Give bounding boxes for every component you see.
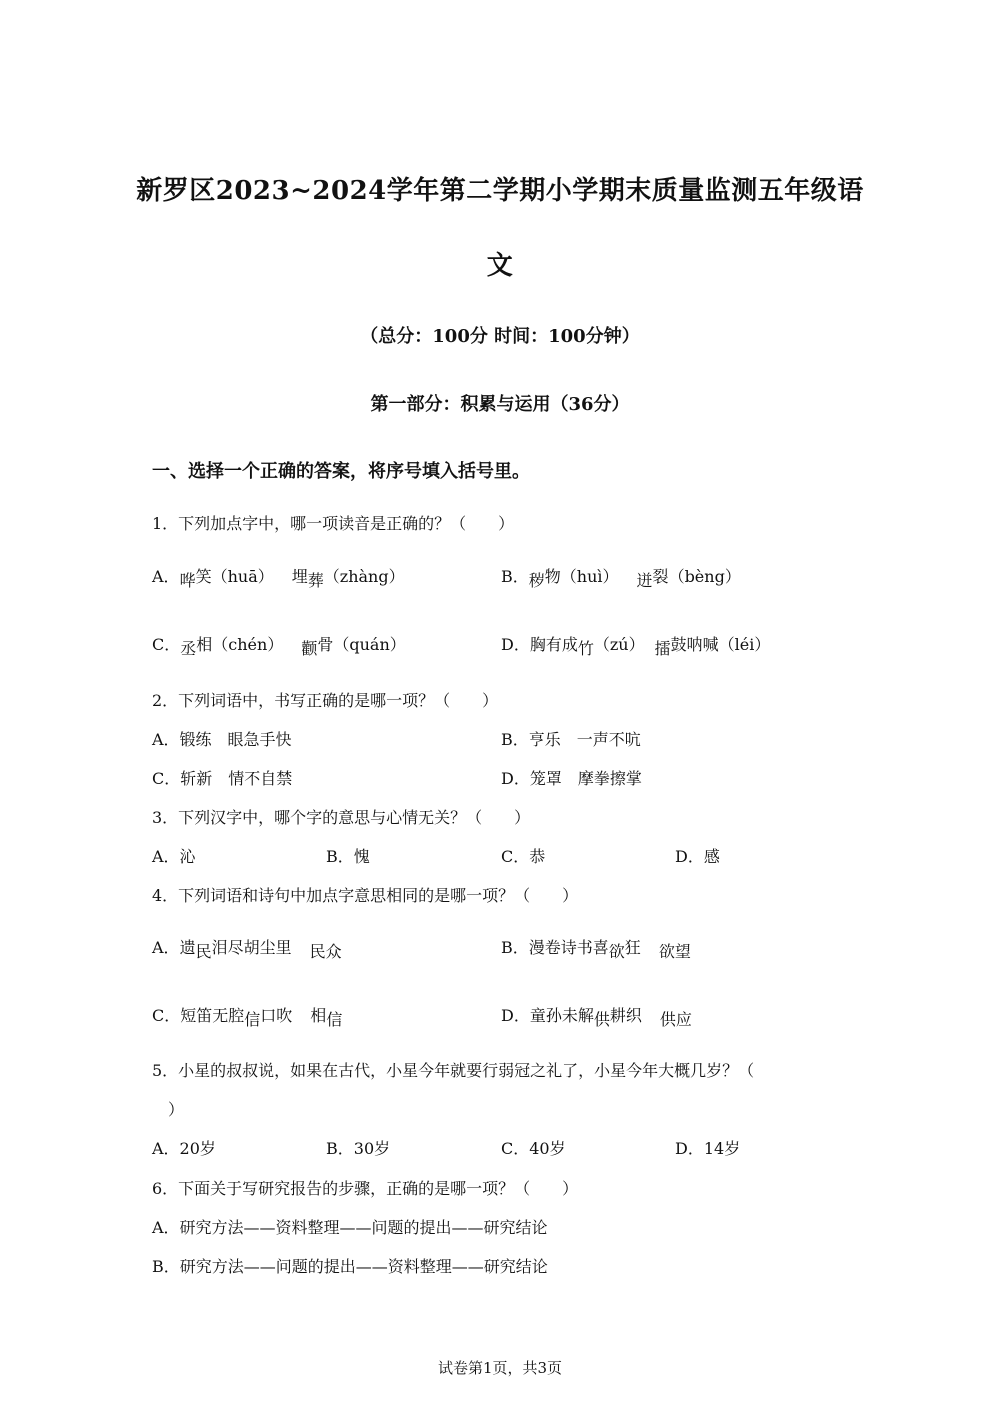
q5-option-c: C．40岁	[501, 1139, 566, 1158]
exam-title-line2: 文	[486, 251, 514, 281]
q6-option-b: B．研究方法——问题的提出——资料整理——研究结论	[152, 1257, 548, 1276]
pinyin: （bèng）	[668, 567, 741, 586]
text-part: 口吹	[260, 1006, 293, 1025]
q2-option-d: D．笼罩 摩拳擦掌	[501, 769, 642, 788]
text-part: 狂	[624, 938, 641, 957]
q2-stem: 2．下列词语中，书写正确的是哪一项？（ ）	[152, 691, 499, 710]
dotted-char: 丞	[180, 639, 197, 658]
text-part: 应	[675, 1010, 692, 1029]
q4-option-a	[152, 935, 342, 961]
q6-option-a: A．研究方法——资料整理——问题的提出——研究结论	[152, 1218, 548, 1237]
text-part: 相	[310, 1006, 327, 1025]
part1-heading: 第一部分：积累与运用（36分）	[370, 394, 630, 415]
q5-option-b: B．30岁	[326, 1139, 391, 1158]
word-part: 骨	[317, 635, 334, 654]
q1-option-d	[501, 632, 771, 658]
q5-stem: 5．小星的叔叔说，如果在古代，小星今年就要行弱冠之礼了，小星今年大概几岁？（	[152, 1061, 755, 1080]
dotted-char: 信	[244, 1010, 261, 1029]
option-label: B．	[501, 567, 529, 586]
text-part: 短笛无腔	[180, 1006, 245, 1025]
q4-option-d	[501, 1003, 692, 1029]
dotted-char: 信	[326, 1010, 343, 1029]
text-part: 漫卷诗书喜	[528, 938, 609, 957]
option-label: C．	[152, 1006, 181, 1025]
option-label: A．	[152, 567, 180, 586]
dotted-char: 颧	[301, 639, 318, 658]
word-part: 埋	[291, 567, 308, 586]
word-part: 相	[196, 635, 213, 654]
word-part: 物	[544, 567, 561, 586]
q3-option-c: C．恭	[501, 847, 546, 866]
dotted-char: 供	[593, 1010, 610, 1029]
exam-subtitle: （总分：100分 时间：100分钟）	[360, 326, 640, 347]
q4-stem: 4．下列词语和诗句中加点字意思相同的是哪一项？（ ）	[152, 886, 579, 905]
q6-stem: 6．下面关于写研究报告的步骤，正确的是哪一项？（ ）	[152, 1179, 579, 1198]
word-part: 裂	[652, 567, 669, 586]
option-label: D．	[501, 635, 530, 654]
pinyin: （zhàng）	[323, 567, 405, 586]
dotted-char: 欲	[608, 942, 625, 961]
text-part: 众	[325, 942, 342, 961]
q4-option-c	[152, 1003, 343, 1029]
q3-option-a: A．沁	[152, 847, 196, 866]
text-part: 遗	[179, 938, 196, 957]
q3-option-b: B．愧	[326, 847, 370, 866]
pinyin: （léi）	[718, 635, 771, 654]
text-part: 望	[674, 942, 691, 961]
dotted-char: 供	[659, 1010, 676, 1029]
dotted-char: 欲	[658, 942, 675, 961]
page-footer: 试卷第1页，共3页	[437, 1359, 563, 1377]
q1-stem: 1．下列加点字中，哪一项读音是正确的？（ ）	[152, 514, 515, 533]
pinyin: （huì）	[560, 567, 619, 586]
option-label: C．	[152, 635, 181, 654]
dotted-char: 葬	[307, 571, 324, 590]
text-part: 耕织	[609, 1006, 642, 1025]
pinyin: （huā）	[211, 567, 274, 586]
dotted-char: 秽	[528, 571, 545, 590]
pinyin: （zú）	[593, 635, 645, 654]
word-part: 鼓呐喊	[670, 635, 719, 654]
q1-option-a	[152, 564, 405, 590]
q2-option-c: C．斩新 情不自禁	[152, 769, 293, 788]
q5-option-d: D．14岁	[675, 1139, 741, 1158]
q3-option-d: D．感	[675, 847, 720, 866]
q4-option-b	[501, 935, 691, 961]
q3-stem: 3．下列汉字中，哪个字的意思与心情无关？（ ）	[152, 808, 531, 827]
q2-option-a: A．锻练 眼急手快	[152, 730, 292, 749]
text-part: 童孙未解	[529, 1006, 594, 1025]
option-label: A．	[152, 938, 180, 957]
pinyin: （quán）	[333, 635, 406, 654]
dotted-char: 民	[195, 942, 212, 961]
dotted-char: 竹	[577, 639, 594, 658]
section1-heading: 一、选择一个正确的答案，将序号填入括号里。	[152, 461, 530, 482]
dotted-char: 擂	[654, 639, 671, 658]
word-part: 笑	[195, 567, 212, 586]
q2-option-b: B．亨乐 一声不吭	[501, 730, 641, 749]
q5-stem-end: ）	[168, 1100, 185, 1119]
dotted-char: 哗	[179, 571, 196, 590]
q1-option-c	[152, 632, 406, 658]
exam-title-line1: 新罗区2023~2024学年第二学期小学期末质量监测五年级语	[136, 176, 864, 206]
dotted-char: 迸	[636, 571, 653, 590]
q1-option-b	[501, 564, 741, 590]
text-part: 泪尽胡尘里	[211, 938, 292, 957]
word-part: 胸有成	[529, 635, 578, 654]
option-label: B．	[501, 938, 529, 957]
option-label: D．	[501, 1006, 530, 1025]
pinyin: （chén）	[212, 635, 284, 654]
q5-option-a: A．20岁	[152, 1139, 216, 1158]
dotted-char: 民	[309, 942, 326, 961]
